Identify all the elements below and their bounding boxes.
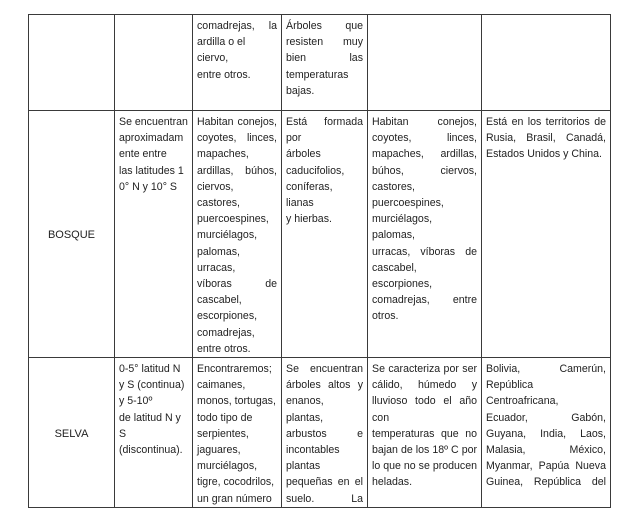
cell-text-line: bien las <box>286 52 363 65</box>
cell-text-line: puercoespines, <box>372 197 444 210</box>
cell-text-line: cascabel, escorpiones, <box>372 261 433 291</box>
cell-text-line: ente entre <box>119 148 167 161</box>
cell-text-line: mapaches, <box>197 148 249 161</box>
cell-text-line: caducifolios, <box>286 164 345 177</box>
cell-text-line: (discontinua). <box>119 444 183 457</box>
cell-text-line: tigre, cocodrilos, <box>197 476 275 489</box>
cell-text-line: árboles <box>286 148 321 161</box>
cell-text-line: puercoespines, <box>197 213 269 226</box>
cell-text-line: lo que no se producen <box>372 460 477 473</box>
cell-text-line: entre otros. <box>197 342 251 355</box>
cell-text-line: caimanes, <box>197 379 246 392</box>
cell-text-line: todo tipo de <box>197 411 253 424</box>
cell-text-line: pequeñas en el <box>286 476 363 489</box>
cell-text-line: Rusia, Brasil, Canadá, <box>486 132 606 145</box>
cell-text-line: bajas. <box>286 84 315 97</box>
climate-cell <box>368 358 482 508</box>
cell-text-line: Encontraremos; <box>197 363 272 376</box>
cell-text-line: Myanmar, Papúa Nueva <box>486 460 606 473</box>
cell-text-line: República <box>486 379 534 392</box>
cell-text-line: murciélagos, palomas, <box>372 213 433 242</box>
cell-text-line: Habitan conejos, <box>197 116 277 128</box>
cell-text-line: árboles altos y <box>286 379 363 392</box>
cell-text-line: ciervos, castores, <box>197 180 240 210</box>
cell-text-line: un gran número <box>197 492 272 505</box>
cell-text-line: palomas, urracas, <box>197 245 240 274</box>
biome-table <box>28 14 611 508</box>
cell-text-line: Estados Unidos y China. <box>486 148 603 161</box>
cell-text-line: Habitan conejos, <box>372 116 477 128</box>
cell-text-line: búhos, ciervos, <box>372 164 477 177</box>
cell-text-line: S <box>119 427 127 440</box>
cell-text-line: mapaches, ardillas, <box>372 148 477 161</box>
cell-text-line: bajan de los 18º C por <box>372 444 477 457</box>
cell-text-line: víboras de <box>197 278 277 291</box>
cell-text-line: enanos, plantas, <box>286 395 324 424</box>
cell-text-line: serpientes, <box>197 427 249 440</box>
cell-text-line: suelo. La <box>286 492 363 505</box>
cell-text-line: urracas, víboras de <box>372 245 477 258</box>
cell-text-line: monos, tortugas, <box>197 395 276 408</box>
cell-text-line: Se caracteriza por ser <box>372 363 477 376</box>
cell-text-line: y hierbas. <box>286 213 332 226</box>
cell-text-line: 0° N y 10° S <box>119 180 177 193</box>
cell-text-line: Está en los territorios de <box>486 116 606 128</box>
location-cell <box>115 111 193 358</box>
location-cell <box>115 358 193 508</box>
cell-text-line: Centroafricana, <box>486 395 559 408</box>
cell-text-line: las latitudes 1 <box>119 164 184 177</box>
cell-text-line: comadrejas, <box>197 326 255 339</box>
cell-text-line: Bolivia, Camerún, <box>486 363 606 376</box>
fauna-cell <box>193 15 282 111</box>
cell-text-line: 0-5° latitud N <box>119 363 181 376</box>
cell-text-line: jaguares, <box>197 444 241 457</box>
table-row-continuation <box>29 15 611 111</box>
cell-text-line: ardillas, búhos, <box>197 164 277 177</box>
cell-text-line: coníferas, lianas <box>286 180 333 210</box>
cell-text-line: Se encuentran <box>286 363 363 376</box>
flora-cell <box>282 15 368 111</box>
cell-text-line: Malasia, México, <box>486 444 606 457</box>
cell-text-line: Está formada por <box>286 116 363 145</box>
cell-text-line: arbustos e <box>286 427 363 440</box>
cell-text-line: ardilla o el ciervo, <box>197 36 246 65</box>
cell-text-line: Guyana, India, Laos, <box>486 427 606 440</box>
cell-text-line: y S (continua) <box>119 379 185 392</box>
cell-text-line: cascabel, <box>197 294 242 307</box>
table-row-selva <box>29 358 611 508</box>
cell-text-line: plantas <box>286 460 321 473</box>
cell-text-line: comadrejas, entre <box>372 294 477 307</box>
cell-text-line: murciélagos, <box>197 229 258 242</box>
biome-label-bosque: BOSQUE <box>29 111 115 358</box>
cell-text-line: Guinea, República del <box>486 476 606 489</box>
cell-text-line: lluvioso todo el año con <box>372 395 477 424</box>
cell-text-line: cálido, húmedo y <box>372 379 477 392</box>
table-row-bosque <box>29 111 611 358</box>
biome-label-cell <box>29 15 115 111</box>
cell-text-line: Se encuentran <box>119 116 188 128</box>
cell-text-line: coyotes, linces, <box>372 132 477 145</box>
cell-text-line: murciélagos, <box>197 460 258 473</box>
cell-text-line: entre otros. <box>197 68 251 81</box>
countries-cell <box>482 111 611 358</box>
countries-cell <box>482 358 611 508</box>
flora-cell <box>282 358 368 508</box>
fauna-cell <box>193 358 282 508</box>
cell-text-line: de latitud N y <box>119 411 181 424</box>
cell-text-line: escorpiones, <box>197 310 258 323</box>
cell-text-line: temperaturas que no <box>372 427 477 440</box>
cell-text-line: coyotes, linces, <box>197 132 277 145</box>
cell-text-line: castores, <box>372 180 415 193</box>
climate-cell <box>368 111 482 358</box>
countries-cell <box>482 15 611 111</box>
cell-text-line: Ecuador, Gabón, <box>486 411 606 424</box>
flora-cell <box>282 111 368 358</box>
location-cell <box>115 15 193 111</box>
biome-label-selva: SELVA <box>29 358 115 508</box>
fauna-cell <box>193 111 282 358</box>
cell-text-line: resisten muy <box>286 36 363 49</box>
cell-text-line: aproximadam <box>119 132 184 145</box>
cell-text-line: Árboles que <box>286 20 363 32</box>
cell-text-line: comadrejas, la <box>197 20 277 32</box>
climate-cell <box>368 15 482 111</box>
cell-text-line: y 5-10º <box>119 395 153 408</box>
cell-text-line: incontables <box>286 444 340 457</box>
cell-text-line: temperaturas <box>286 68 349 81</box>
cell-text-line: heladas. <box>372 476 413 489</box>
cell-text-line: otros. <box>372 310 399 323</box>
